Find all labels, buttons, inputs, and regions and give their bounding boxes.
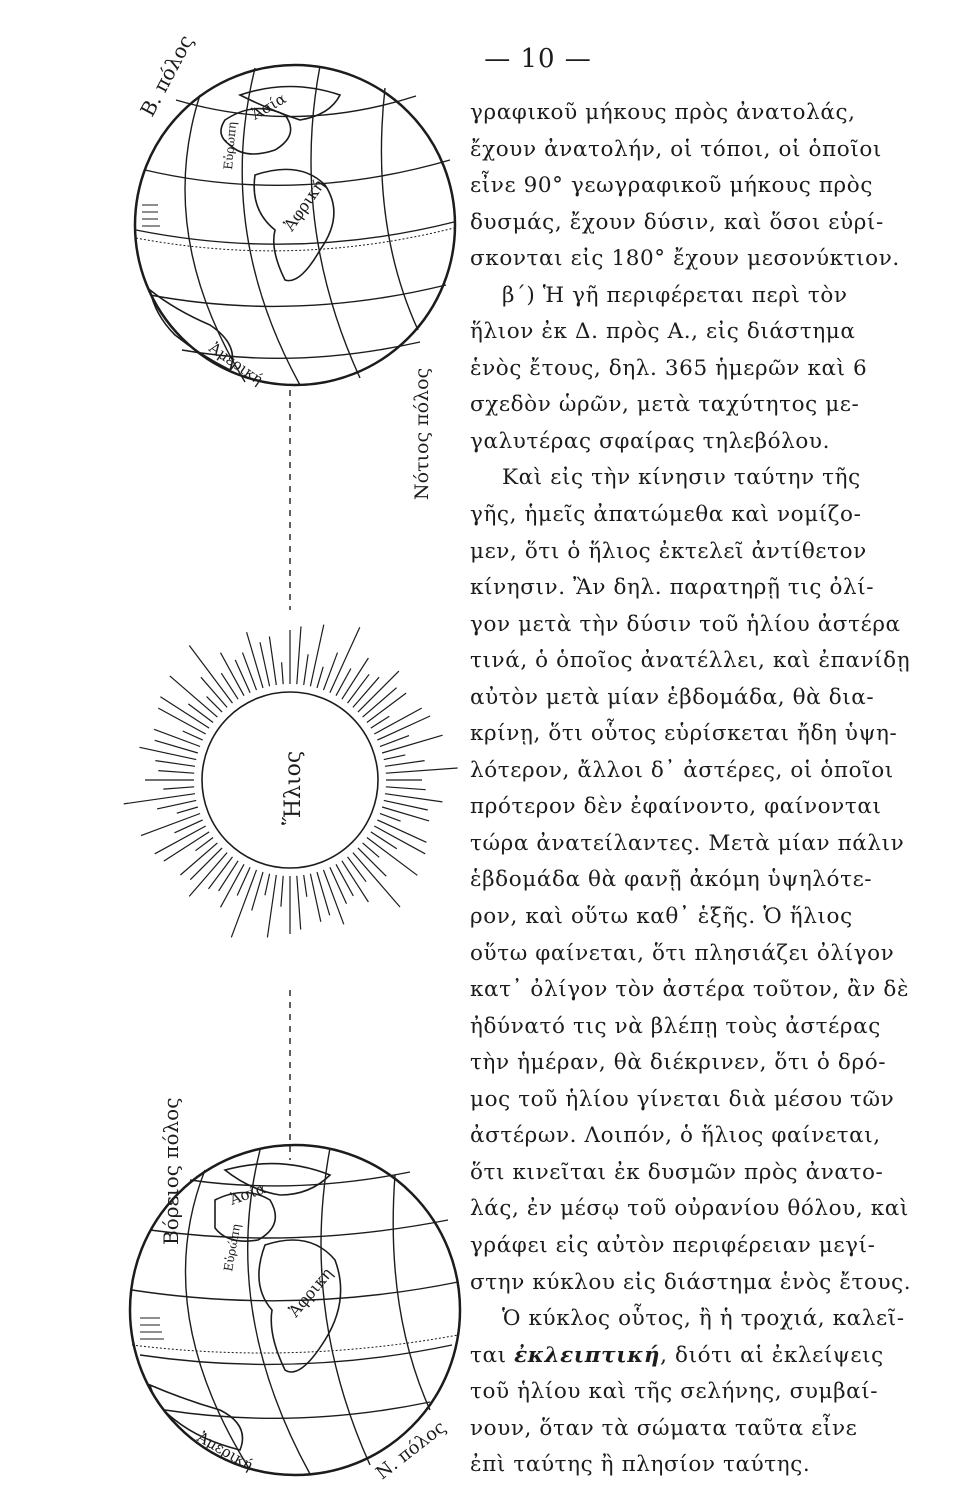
body-line: ἑβδομάδα θὰ φανῇ ἀκόμη ὑψηλότε- bbox=[470, 867, 873, 893]
top-globe-label-asia: Ἀσία bbox=[248, 89, 290, 124]
body-line: κατ᾽ ὀλίγον τὸν ἀστέρα τοῦτον, ἂν δὲ bbox=[470, 977, 910, 1003]
body-line: δυσμάς, ἔχουν δύσιν, καὶ ὅσοι εὑρί- bbox=[470, 209, 884, 235]
sun-ray bbox=[384, 800, 428, 810]
body-line: νουν, ὅταν τὰ σώματα ταῦτα εἶνε bbox=[470, 1415, 858, 1441]
sun-ray bbox=[281, 876, 283, 907]
body-line: Ὁ κύκλος οὗτος, ἢ ἡ τροχιά, καλεῖ- bbox=[502, 1306, 905, 1332]
body-line: κίνησιν. Ἂν δηλ. παρατηρῇ τις ὀλί- bbox=[470, 575, 875, 601]
top-globe-label-america: Ἀμερική bbox=[205, 338, 267, 389]
sun-ray bbox=[247, 632, 263, 688]
bottom-globe-label-europe: Εὐρώπη bbox=[221, 1222, 244, 1273]
sun-ray bbox=[385, 794, 442, 802]
body-line: γραφικοῦ μήκους πρὸς ἀνατολάς, bbox=[470, 100, 856, 125]
bottom-globe-label-asia: Ἀσία bbox=[227, 1179, 269, 1209]
sun-ray bbox=[348, 857, 367, 882]
sun-ray bbox=[317, 667, 323, 688]
sun-ray bbox=[201, 677, 227, 707]
sun-ray bbox=[353, 853, 400, 907]
sun-ray bbox=[183, 731, 203, 740]
body-line: ὅτι κινεῖται ἐκ δυσμῶν πρὸς ἀνατο- bbox=[470, 1159, 884, 1185]
sun-ray bbox=[324, 653, 338, 691]
body-text bbox=[470, 95, 910, 1484]
sun-ray bbox=[140, 747, 197, 759]
body-line: ἑνὸς ἔτους, δηλ. 365 ἡμερῶν καὶ 6 bbox=[470, 355, 868, 381]
body-line: λάς, ἐν μέσῳ τοῦ οὐρανίου θόλου, καὶ bbox=[470, 1196, 909, 1222]
sun-ray bbox=[188, 704, 213, 723]
top-globe-side-label: Νότιος πόλος bbox=[411, 367, 433, 500]
bottom-globe-label-africa: Ἀφρική bbox=[284, 1263, 337, 1321]
body-line: μος τοῦ ἡλίου γίνεται διὰ μέσου τῶν bbox=[470, 1086, 895, 1112]
body-line: ρον, καὶ οὕτω καθ᾽ ἑξῆς. Ὁ ἥλιος bbox=[470, 904, 853, 930]
body-line: ἥλιον ἐκ Δ. πρὸς Α., εἰς διάστημα bbox=[470, 319, 856, 345]
top-globe-label-europe: Εὐρώπη bbox=[221, 121, 240, 171]
sun-ray bbox=[221, 673, 238, 699]
sun-ray bbox=[380, 814, 401, 822]
sun-ray bbox=[154, 729, 200, 746]
sun-ray bbox=[170, 676, 218, 717]
sun-ray bbox=[219, 861, 239, 891]
sun-ray bbox=[353, 677, 379, 707]
bottom-globe-label-america: Ἀμερική bbox=[194, 1427, 257, 1475]
sun-ray bbox=[304, 875, 307, 897]
page-number: — 10 — bbox=[484, 44, 592, 74]
body-lines bbox=[470, 95, 910, 1301]
sun-ray bbox=[348, 674, 370, 703]
sun-ray bbox=[304, 654, 308, 685]
sun-ray bbox=[155, 761, 195, 767]
body-line: κρίνῃ, ὅτι οὗτος εὑρίσκεται ἤδη ὑψη- bbox=[470, 721, 898, 747]
sun-ray bbox=[386, 787, 426, 790]
term-ekleiptiki: ἐκλειπτική bbox=[514, 1342, 661, 1368]
sun-ray bbox=[260, 642, 270, 686]
sun-label: Ἥλιος bbox=[281, 750, 306, 825]
body-line: λότερον, ἄλλοι δ᾽ ἀστέρες, οἱ ὁποῖοι bbox=[470, 757, 894, 783]
sun-ray bbox=[336, 864, 353, 896]
body-line: πρότερον δὲν ἐφαίνοντο, φαίνονται bbox=[470, 794, 882, 820]
sun-ray bbox=[385, 761, 425, 767]
sun-ray bbox=[324, 870, 344, 924]
body-line: Καὶ εἰς τὴν κίνησιν ταύτην τῆς bbox=[502, 465, 861, 491]
sun-ray bbox=[384, 755, 406, 760]
body-line: ἠδύνατό τις νὰ βλέπῃ τοὺς ἀστέρας bbox=[470, 1013, 881, 1039]
top-globe-label-africa: Ἀφρική bbox=[279, 175, 329, 235]
sun-ray bbox=[269, 637, 276, 686]
sun-ray bbox=[310, 625, 323, 687]
sun-ray bbox=[124, 794, 195, 804]
body-line: μεν, ὅτι ὁ ἥλιος ἐκτελεῖ ἀντίθετον bbox=[470, 538, 867, 564]
bottom-globe-pole-label: Βόρειος πόλος bbox=[159, 1097, 183, 1245]
sun-ray bbox=[282, 662, 284, 684]
body-line: στην κύκλου εἰς διάστημα ἑνὸς ἔτους. bbox=[470, 1269, 912, 1295]
body-line: σχεδὸν ὡρῶν, μετὰ ταχύτητος με- bbox=[470, 392, 860, 418]
body-line: εἶνε 90° γεωγραφικοῦ μήκους πρὸς bbox=[470, 173, 873, 199]
sun-ray bbox=[358, 848, 386, 876]
body-line: γαλυτέρας σφαίρας τηλεβόλου. bbox=[470, 428, 831, 454]
sun-ray bbox=[386, 768, 458, 773]
body-line: ἀστέρων. Λοιπόν, ὁ ἥλιος φαίνεται, bbox=[470, 1123, 881, 1149]
top-globe-hatching bbox=[142, 205, 160, 226]
sun-ray bbox=[336, 669, 351, 696]
body-line: αὐτὸν μετὰ μίαν ἑβδομάδα, θὰ δια- bbox=[470, 684, 875, 710]
sun-ray bbox=[157, 800, 196, 809]
sun-ray bbox=[371, 832, 397, 849]
body-line: ται ἐκλειπτική, διότι αἱ ἐκλείψεις bbox=[470, 1342, 884, 1368]
sun-ray bbox=[297, 876, 301, 930]
sun-ray bbox=[158, 771, 194, 774]
sun-ray bbox=[297, 626, 301, 684]
body-line: ἐπὶ ταύτης ἢ πλησίον ταύτης. bbox=[470, 1452, 811, 1478]
sun-ray bbox=[267, 875, 276, 937]
body-line: τώρα ἀνατείλαντες. Μετὰ μίαν πάλιν bbox=[470, 830, 905, 856]
sun-ray bbox=[382, 735, 443, 753]
bottom-globe-side-label: Ν. πόλος bbox=[372, 1416, 450, 1484]
sun-ray bbox=[330, 867, 347, 903]
top-globe-pole-label: Β. πόλος bbox=[135, 30, 198, 121]
sun-ray bbox=[160, 697, 209, 728]
body-line: οὕτω φαίνεται, ὅτι πλησιάζει ὀλίγον bbox=[470, 940, 895, 966]
body-line: γράφει εἰς αὐτὸν περιφέρειαν μεγί- bbox=[470, 1232, 876, 1258]
sun-ray bbox=[265, 874, 270, 896]
body-line: ἔχουν ἀνατολήν, οἱ τόποι, οἱ ὁποῖοι bbox=[470, 136, 882, 162]
sun-ray bbox=[235, 660, 250, 693]
body-line: τὴν ἡμέραν, θὰ διέκρινεν, ὅτι ὁ δρό- bbox=[470, 1050, 887, 1076]
top-globe-meridians bbox=[185, 66, 418, 385]
sun-ray bbox=[189, 646, 232, 704]
sun-ray bbox=[209, 857, 233, 889]
bottom-globe-hatching bbox=[140, 1318, 164, 1339]
sun-ray bbox=[155, 740, 198, 753]
figure-earth-orbit bbox=[0, 0, 470, 1500]
sun-ray bbox=[163, 787, 194, 789]
sun-ray bbox=[367, 838, 417, 876]
sun-ray bbox=[177, 807, 198, 813]
body-line: γον μετὰ τὴν δύσιν τοῦ ἡλίου ἀστέρα bbox=[470, 611, 901, 637]
body-line: γῆς, ἡμεῖς ἀπατώμεθα καὶ νομίζο- bbox=[470, 502, 862, 528]
sun-ray bbox=[317, 872, 330, 915]
body-line: β΄) Ἡ γῆ περιφέρεται περὶ τὸν bbox=[502, 282, 848, 308]
body-line: τοῦ ἡλίου καὶ τῆς σελήνης, συμβαί- bbox=[470, 1379, 879, 1405]
body-line: τινά, ὁ ὁποῖος ἀνατέλλει, καὶ ἐπανίδῃ bbox=[470, 648, 911, 674]
body-line: σκονται εἰς 180° ἔχουν μεσονύκτιον. bbox=[470, 246, 900, 272]
